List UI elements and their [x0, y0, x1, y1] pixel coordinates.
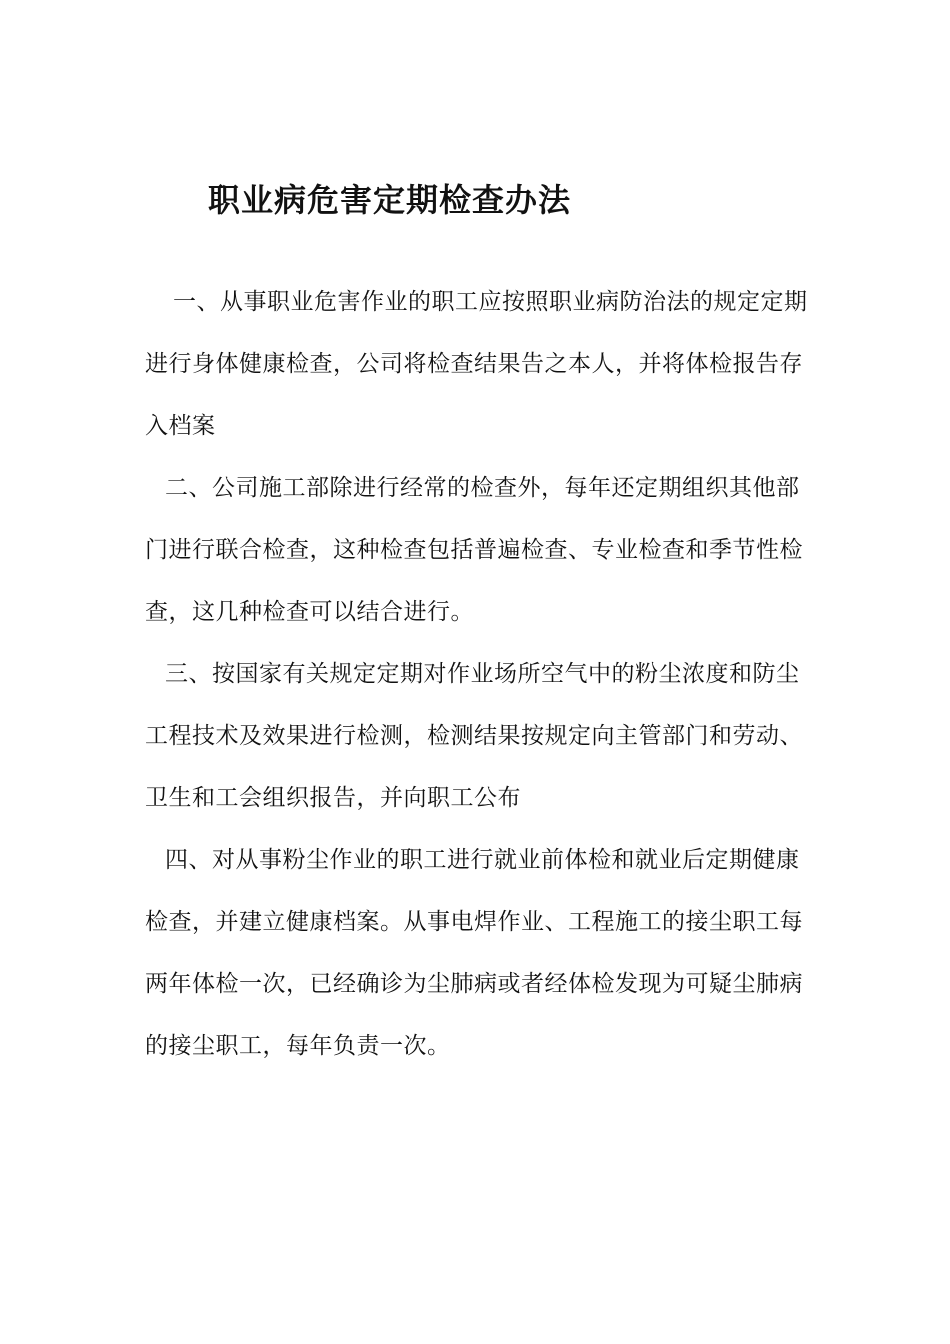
paragraph-1: 一、从事职业危害作业的职工应按照职业病防治法的规定定期进行身体健康检查，公司将检查结果告之本人，并将体检报告存入档案 — [145, 289, 808, 439]
paragraph-2: 二、公司施工部除进行经常的检查外，每年还定期组织其他部门进行联合检查，这种检查包括普遍检查、专业检查和季节性检查，这几种检查可以结合进行。 — [145, 475, 803, 625]
paragraph-3: 三、按国家有关规定定期对作业场所空气中的粉尘浓度和防尘工程技术及效果进行检测，检测结果按规定向主管部门和劳动、卫生和工会组织报告，并向职工公布 — [145, 661, 803, 811]
document-title: 职业病危害定期检查办法 — [208, 181, 572, 219]
paragraph-4: 四、对从事粉尘作业的职工进行就业前体检和就业后定期健康检查，并建立健康档案。从事电焊作业、工程施工的接尘职工每两年体检一次，已经确诊为尘肺病或者经体检发现为可疑尘肺病的接尘职工，每年负责一次。 — [145, 847, 803, 1059]
